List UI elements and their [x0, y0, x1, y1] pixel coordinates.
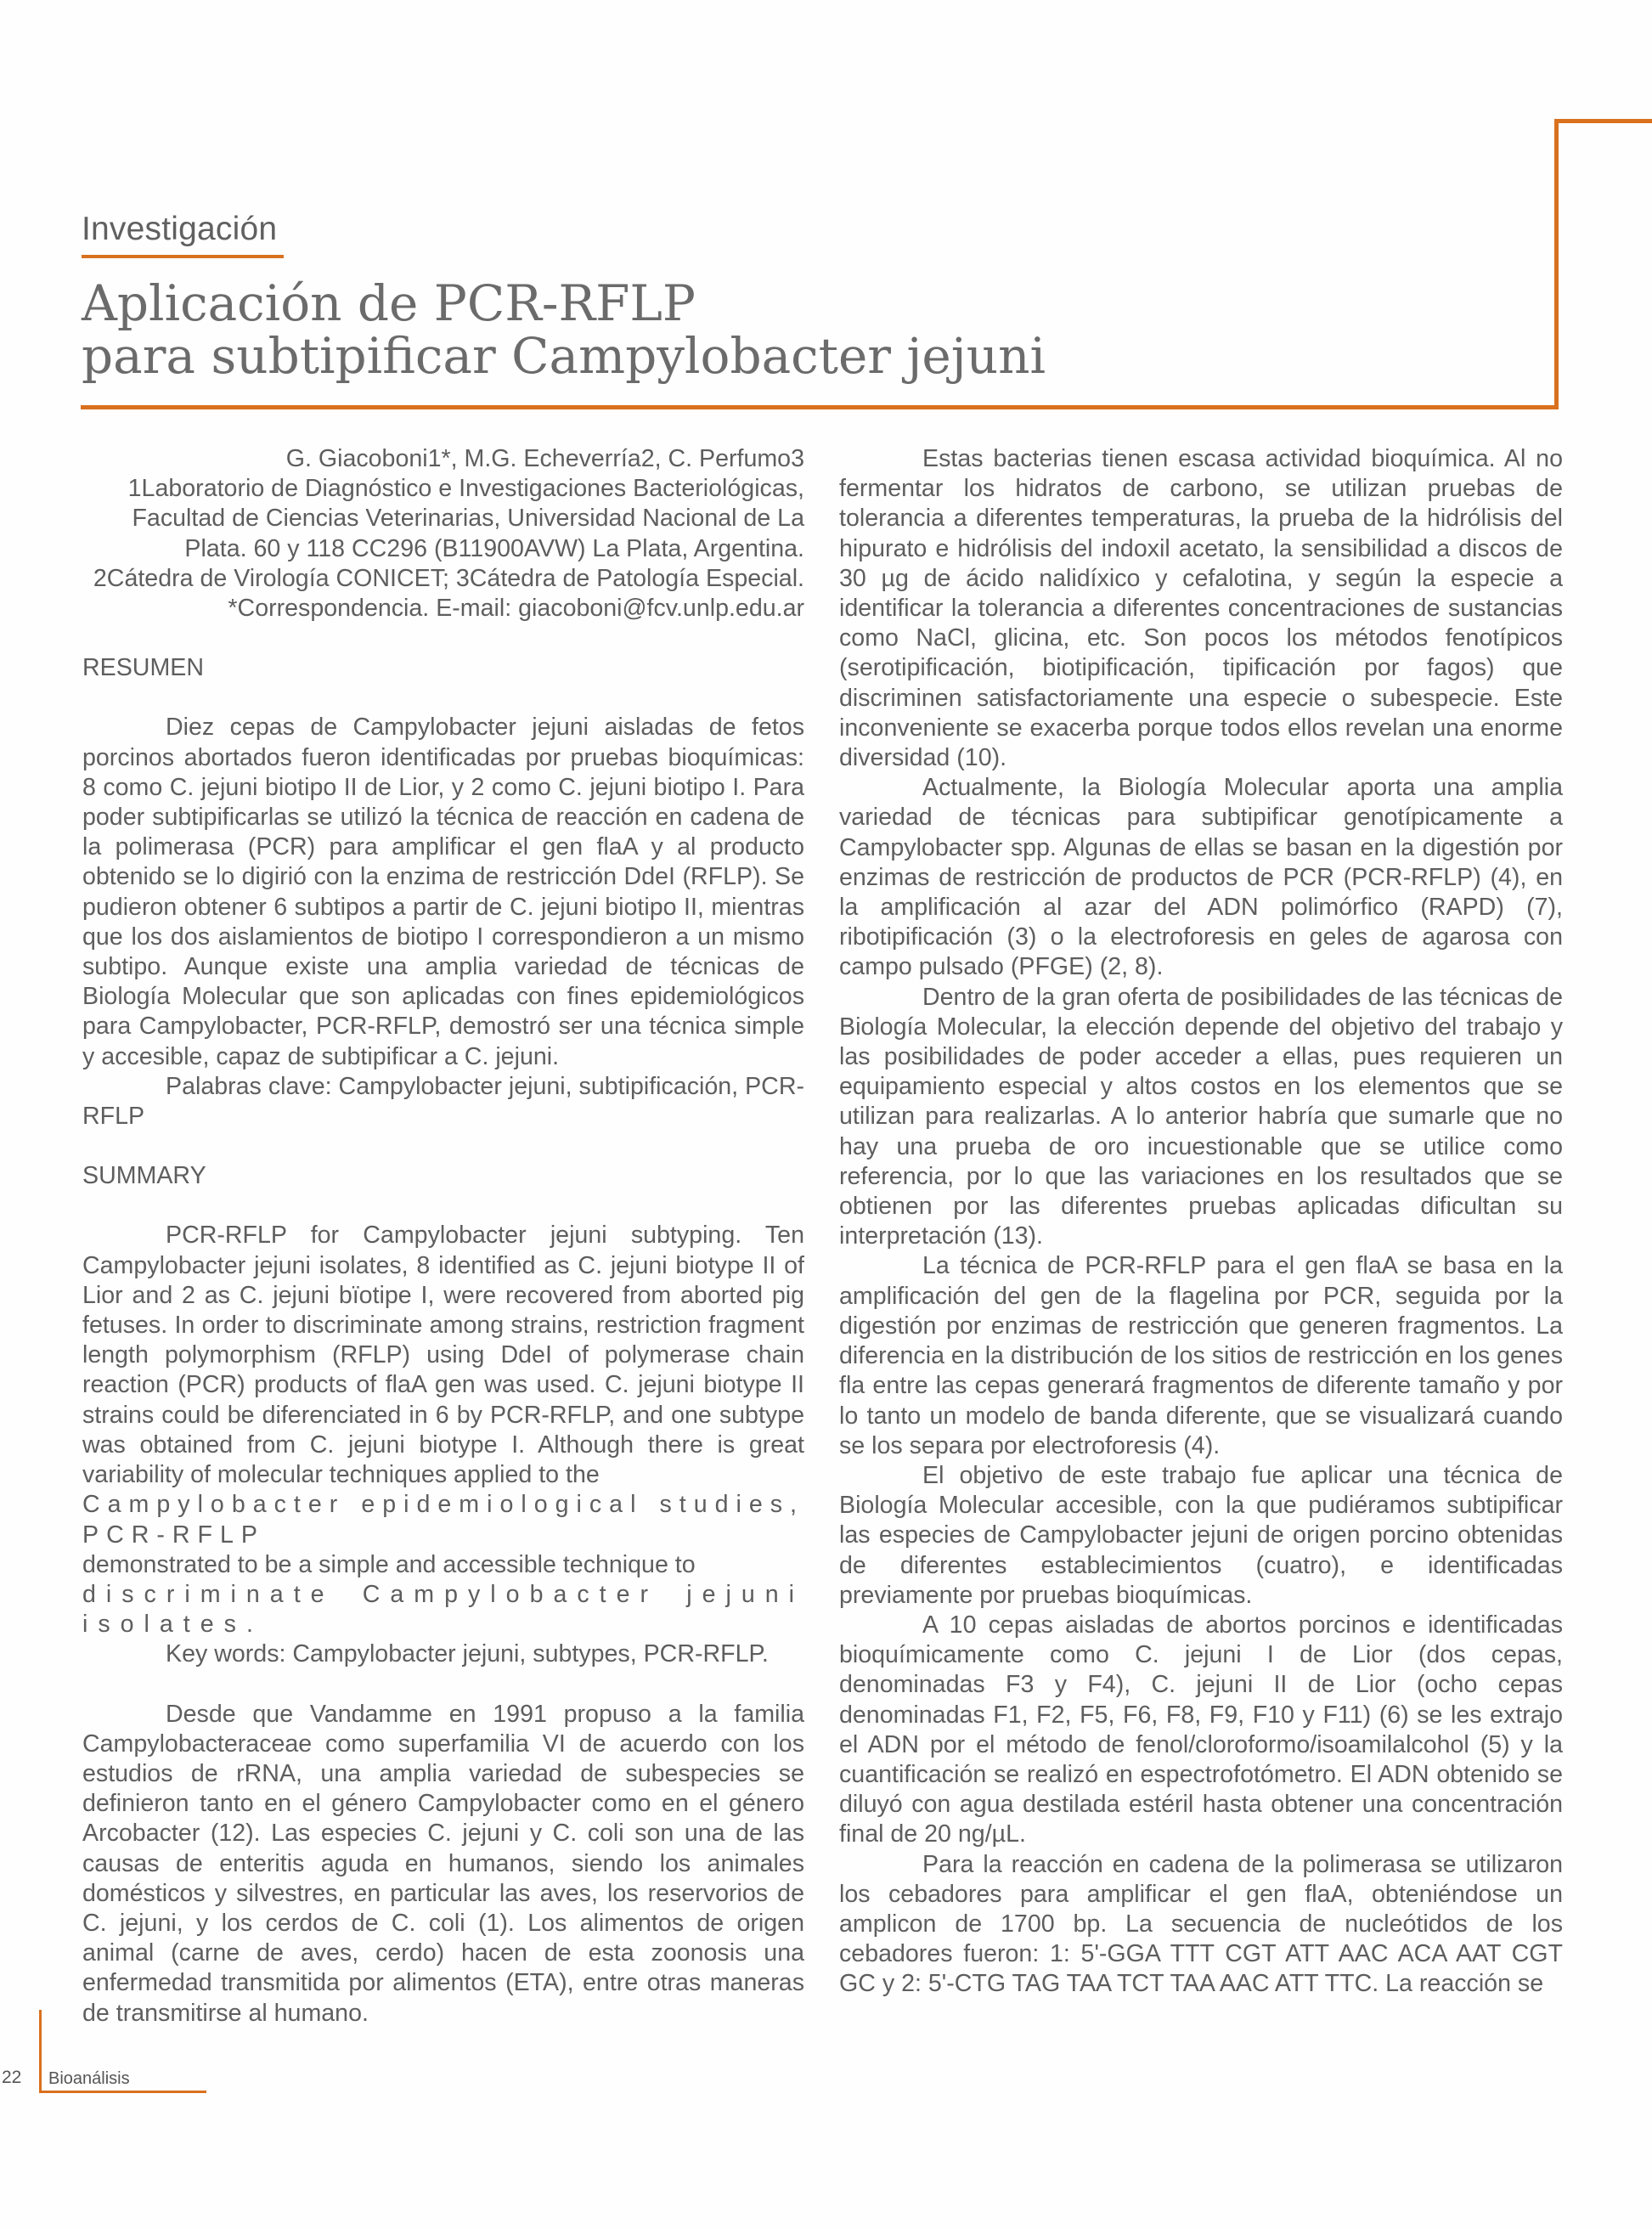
decorative-frame-bottom [81, 405, 1559, 409]
decorative-frame-top [1554, 119, 1652, 123]
title-line-2: para subtipificar Campylobacter jejuni [82, 327, 1046, 385]
body-paragraph-1: Desde que Vandamme en 1991 propuso a la familia Campylobacteraceae como superfamilia VI de acuerdo con los estudios de rRNA, una amplia variedad de subespecies se definieron tanto en el género Campylobacter como en el género Arcobacter (12). Las especies C. jejuni y C. coli son una de las causas de enteritis aguda en humanos, siendo los animales domésticos y silvestres, en particular las aves, los reservorios de C. jejuni, y los cerdos de C. coli (1). Los alimentos de origen animal (carne de aves, cerdo) hacen de esta zoonosis una enfermedad transmitida por alimentos (ETA), entre otras maneras de transmitirse al humano. [82, 1700, 804, 2027]
correspondence: *Correspondencia. E-mail: giacoboni@fcv.unlp.edu.ar [228, 595, 804, 623]
summary-body: PCR-RFLP for Campylobacter jejuni subtyping. Ten Campylobacter jejuni isolates, 8 identified as C. jejuni biotype II of Lior and 2 as C. jejuni bïotipe I, were recovered from aborted pig fetuses. In order to discriminate among strains, restriction fragment length polymorphism (RFLP) using DdeI of polymerase chain reaction (PCR) products of flaA gen was used. C. jejuni biotype II strains could be diferenciated in 6 by PCR-RFLP, and one subtype was obtained from C. jejuni biotype I. Although there is great variability of molecular techniques applied to the [82, 1222, 804, 1489]
decorative-frame-right [1554, 119, 1559, 409]
body-paragraph-6: El objetivo de este trabajo fue aplicar una técnica de Biología Molecular accesible, con la que pudiéramos subtipificar las especies de Campylobacter jejuni de origen porcino obtenidas de diferentes establecimientos (cuatro), e identificadas previamente por pruebas bioquímicas. [839, 1461, 1563, 1609]
article-title [82, 274, 1046, 385]
body-paragraph-7: A 10 cepas aisladas de abortos porcinos e identificadas bioquímicamente como C. jejuni I de Lior (dos cepas, denominadas F3 y F4), C. jejuni II de Lior (ocho cepas denominadas F1, F2, F5, F6, F8, F9, F10 y F11) (6) se les extrajo el ADN por el método de fenol/cloroformo/isoamilalcohol (5) y la cuantificación se realizó en espectrofotómetro. El ADN obtenido se diluyó con agua destilada estéril hasta obtener una concentración final de 20 ng/µL. [839, 1611, 1563, 1848]
affiliation-2: 2Cátedra de Virología CONICET; 3Cátedra de Patología Especial. [93, 564, 804, 592]
footer-rule-horizontal [39, 2091, 206, 2093]
summary-heading: SUMMARY [82, 1162, 206, 1190]
title-line-1: Aplicación de PCR-RFLP [82, 274, 696, 332]
body-paragraph-8: Para la reacción en cadena de la polimerasa se utilizaron los cebadores para amplificar el gen flaA, obteniéndose un amplicon de 1700 bp. La secuencia de nucleótidos de los cebadores fueron: 1: 5'-GGA TTT CGT ATT AAC ACA AAT CGT GC y 2: 5'-CTG TAG TAA TCT TAA AAC ATT TTC. La reacción se [839, 1850, 1563, 1998]
section-label: Investigación [82, 211, 278, 247]
summary-keywords: Key words: Campylobacter jejuni, subtypes, PCR-RFLP. [166, 1640, 769, 1668]
summary-body-line-2: Campylobacter epidemiological studies, PCR-RFLP [82, 1491, 804, 1549]
affiliation-1: 1Laboratorio de Diagnóstico e Investigaciones Bacteriológicas, Facultad de Ciencias Veterinarias, Universidad Nacional de La Plata. 60 y 118 CC296 (B11900AVW) La Plata, Argentina. [127, 475, 804, 562]
body-paragraph-2: Estas bacterias tienen escasa actividad bioquímica. Al no fermentar los hidratos de carbono, se utilizan pruebas de tolerancia a diferentes temperaturas, la prueba de la hidrólisis del hipurato e hidrólisis del indoxil acetato, la sensibilidad a discos de 30 µg de ácido nalidíxico y cefalotina, y según la especie a identificar la tolerancia a diferentes concentraciones de sustancias como NaCl, glicina, etc. Son pocos los métodos fenotípicos (serotipificación, biotipificación, tipificación por fagos) que discriminen satisfactoriamente una especie o subespecie. Este inconveniente se exacerba porque todos ellos revelan una enorme diversidad (10). [839, 445, 1563, 772]
body-paragraph-3: Actualmente, la Biología Molecular aporta una amplia variedad de técnicas para subtipificar genotípicamente a Campylobacter spp. Algunas de ellas se basan en la digestión por enzimas de restricción de productos de PCR (PCR-RFLP) (4), en la amplificación al azar del ADN polimórfico (RAPD) (7), ribotipificación (3) o la electroforesis en geles de agarosa con campo pulsado (PFGE) (2, 8). [839, 774, 1563, 981]
author-names: G. Giacoboni1*, M.G. Echeverría2, C. Perfumo3 [285, 445, 804, 472]
summary-body-line-3: demonstrated to be a simple and accessible technique to [82, 1550, 696, 1578]
section-underline [82, 255, 284, 258]
left-column [82, 444, 804, 2029]
page-number: 22 [2, 2068, 22, 2087]
summary-body-line-4: discriminate Campylobacter jejuni isolates. [82, 1580, 804, 1639]
footer-rule-vertical [39, 2010, 42, 2093]
resumen-keywords: Palabras clave: Campylobacter jejuni, subtipificación, PCR-RFLP [82, 1072, 804, 1131]
body-paragraph-5: La técnica de PCR-RFLP para el gen flaA se basa en la amplificación del gen de la flagelina por PCR, seguida por la digestión por enzimas de restricción que generen fragmentos. La diferencia en la distribución de los sitios de restricción en los genes fla entre las cepas generará fragmentos de diferente tamaño y por lo tanto un modelo de banda diferente, que se visualizará cuando se los separa por electroforesis (4). [839, 1252, 1563, 1459]
body-paragraph-4: Dentro de la gran oferta de posibilidades de las técnicas de Biología Molecular, la elección depende del objetivo del trabajo y las posibilidades de poder acceder a ellas, pues requieren un equipamiento especial y altos costos en los elementos que se utilizan para realizarlas. A lo anterior habría que sumarle que no hay una prueba de oro incuestionable que se utilice como referencia, por lo que las variaciones en los resultados que se obtienen por las diferentes pruebas aplicadas dificultan su interpretación (13). [839, 983, 1563, 1250]
right-column [839, 444, 1563, 2000]
resumen-body: Diez cepas de Campylobacter jejuni aisladas de fetos porcinos abortados fueron identificadas por pruebas bioquímicas: 8 como C. jejuni biotipo II de Lior, y 2 como C. jejuni biotipo I. Para poder subtipificarlas se utilizó la técnica de reacción en cadena de la polimerasa (PCR) para amplificar el gen flaA y al producto obtenido se lo digirió con la enzima de restricción DdeI (RFLP). Se pudieron obtener 6 subtipos a partir de C. jejuni biotipo II, mientras que los dos aislamientos de biotipo I correspondieron a un mismo subtipo. Aunque existe una amplia variedad de técnicas de Biología Molecular que son aplicadas con fines epidemiológicos para Campylobacter, PCR-RFLP, demostró ser una técnica simple y accesible, capaz de subtipificar a C. jejuni. [82, 714, 804, 1070]
resumen-heading: RESUMEN [82, 654, 204, 682]
journal-name: Bioanálisis [48, 2069, 130, 2088]
